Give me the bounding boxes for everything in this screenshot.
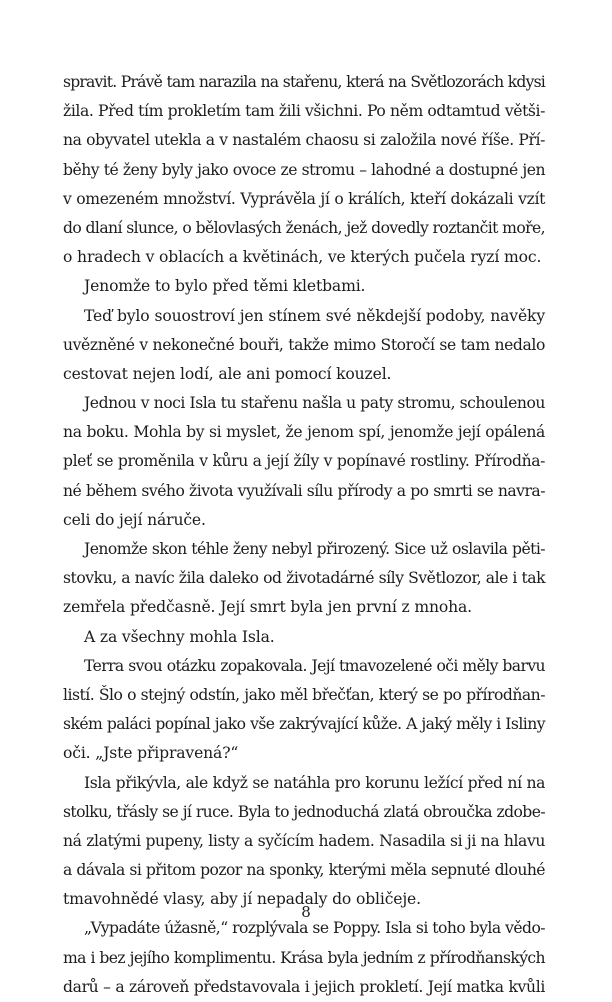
text-line: A za všechny mohla Isla. (84, 627, 275, 646)
text-line: tmavohnědé vlasy, aby jí nepadaly do obličeje. (63, 890, 421, 909)
text-line: Jenomže to bylo před těmi kletbami. (84, 277, 366, 296)
text-line: stolku, třásly se jí ruce. Byla to jednoduchá zlatá obroučka zdobe- (63, 802, 545, 821)
text-line: ná zlatými pupeny, listy a syčícím hadem. Nasadila si ji na hlavu (63, 831, 545, 850)
text-line: o hradech v oblacích a květinách, ve kterých pučela ryzí moc. (63, 248, 542, 267)
text-line: spravit. Právě tam narazila na stařenu, která na Světlozorách kdysi (63, 73, 545, 91)
text-line: uvězněné v nekonečné bouři, takže mimo Storočí se tam nedalo (63, 335, 545, 354)
text-line: do dlaní slunce, o bělovlasých ženách, jež dovedly roztančit moře, (63, 218, 545, 237)
text-line: na boku. Mohla by si myslet, že jenom spí, jenomže její opálená (63, 423, 545, 442)
text-line: ma i bez jejího komplimentu. Krása byla jedním z přírodňanských (63, 948, 545, 967)
text-line: darů – a zároveň představovala i jejich prokletí. Její matka kvůli (63, 977, 545, 996)
text-line: zemřela předčasně. Její smrt byla jen první z mnoha. (63, 598, 472, 617)
text-line: Jenomže skon téhle ženy nebyl přirozený. Sice už oslavila pěti- (84, 540, 545, 558)
text-line: v omezeném množství. Vyprávěla jí o králích, kteří dokázali vzít (63, 189, 545, 208)
text-line: na obyvatel utekla a v nastalém chaosu si založila nové říše. Pří- (63, 131, 545, 150)
text-line: né během svého života využívali sílu přírody a po smrti se navra- (63, 481, 545, 500)
text-line: Teď bylo souostroví jen stínem své někdejší podoby, navěky (84, 306, 545, 325)
text-line: ském paláci popínal jako vše zakrývající kůže. A jaký měly i Isliny (63, 715, 545, 734)
text-line: oči. „Jste připravená?“ (63, 744, 239, 763)
text-line: pleť se proměnila v kůru a její žíly v popínavé rostliny. Přírodňa- (63, 452, 545, 471)
text-line: stovku, a navíc žila daleko od životadárné síly Světlozor, ale i tak (63, 569, 546, 588)
text-line: cestovat nejen lodí, ale ani pomocí kouzel. (63, 364, 392, 383)
text-line: Jednou v noci Isla tu stařenu našla u paty stromu, schoulenou (84, 394, 545, 413)
text-line: „Vypadáte úžasně,“ rozplývala se Poppy. Isla si toho byla vědo- (84, 919, 545, 938)
text-line: Terra svou otázku zopakovala. Její tmavozelené oči měly barvu (84, 656, 545, 675)
text-line: celi do její náruče. (63, 510, 206, 529)
text-line: a dávala si přitom pozor na sponky, kterými měla sepnuté dlouhé (63, 861, 545, 880)
text-line: listí. Šlo o stejný odstín, jako měl břečťan, který se po přírodňan- (63, 685, 545, 704)
text-line: běhy té ženy byly jako ovoce ze stromu – lahodné a dostupné jen (63, 160, 545, 179)
page-number: 8 (301, 903, 311, 921)
text-line: Isla přikývla, ale když se natáhla pro korunu ležící před ní na (84, 773, 545, 792)
text-line: žila. Před tím prokletím tam žili všichni. Po něm odtamtud větši- (63, 102, 545, 121)
body-text (63, 68, 545, 1002)
